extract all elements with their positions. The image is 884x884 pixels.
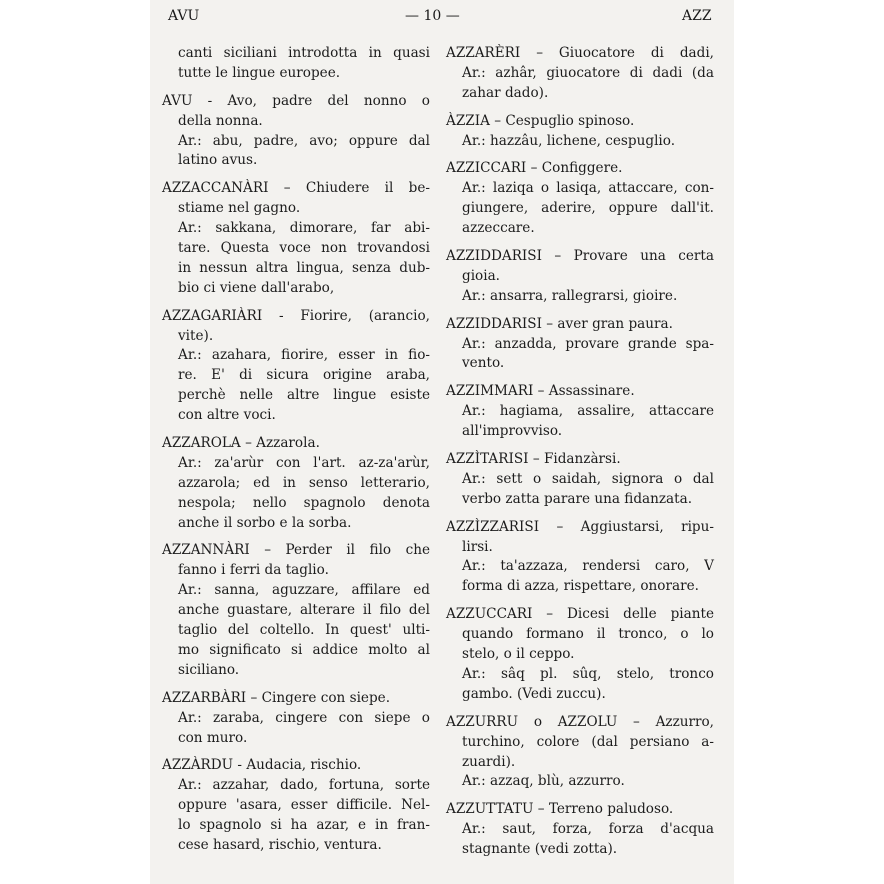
dictionary-entry (162, 307, 430, 426)
left-column (162, 44, 430, 864)
entry-line: AZZARBÀRI – Cingere con siepe. (162, 689, 391, 706)
page-number: — 10 — (405, 8, 460, 24)
entry-line: con muro. (178, 729, 248, 746)
entry-line: lo spagnolo si ha azar, e in fran- (178, 817, 430, 834)
entry-line: tutte le lingue europee. (178, 64, 341, 81)
entry-line: Ar.: azhâr, giuocatore di dadi (da (462, 64, 714, 81)
entry-line: AZZUCCARI – Dicesi delle piante (446, 606, 714, 623)
entry-line: stagnante (vedi zotta). (462, 841, 618, 858)
entry-line: AZZICCARI – Configgere. (446, 160, 623, 177)
entry-line: latino avus. (178, 152, 258, 169)
entry-line: Ar.: abu, padre, avo; oppure dal (178, 132, 430, 149)
entry-line: AZZIDDARISI – aver gran paura. (446, 315, 673, 332)
entry-line: giungere, aderire, oppure dall'it. (462, 200, 714, 217)
dictionary-entry (162, 179, 430, 298)
dictionary-entry (446, 713, 714, 793)
dictionary-entry (446, 44, 714, 104)
dictionary-entry (162, 92, 430, 172)
entry-line: AZZAGARIÀRI - Fiorire, (arancio, (162, 307, 430, 324)
entry-line: AZZÌTARISI – Fidanzàrsi. (446, 451, 621, 468)
dictionary-entry (446, 450, 714, 510)
running-head-left: AVU (168, 8, 200, 24)
dictionary-entry (446, 800, 714, 860)
entry-line: azzeccare. (462, 220, 535, 237)
entry-line: Ar.: sett o saidah, signora o dal (462, 470, 714, 487)
entry-line: Ar.: za'arùr con l'art. az-za'arùr, (178, 454, 430, 471)
entry-line: Ar.: sakkana, dimorare, far abi- (178, 220, 430, 237)
entry-line: ÀZZIA – Cespuglio spinoso. (446, 112, 635, 129)
dictionary-entry (446, 159, 714, 239)
entry-line: turchino, colore (dal persiano a- (462, 733, 714, 750)
entry-line: cese hasard, rischio, ventura. (178, 836, 382, 853)
entry-line: Ar.: anzadda, provare grande spa- (462, 335, 714, 352)
entry-line: Ar.: zaraba, cingere con siepe o (178, 709, 430, 726)
entry-line: della nonna. (178, 112, 263, 129)
entry-line: tare. Questa voce non trovandosi (178, 240, 430, 257)
entry-line: anche guastare, alterare il filo del (178, 602, 430, 619)
entry-line: Ar.: azahara, fiorire, esser in fio- (178, 347, 430, 364)
dictionary-entry (162, 44, 430, 84)
entry-line: AZZURRU o AZZOLU – Azzurro, (446, 713, 714, 730)
entry-line: siciliano. (178, 661, 240, 678)
entry-line: vite). (178, 327, 214, 344)
dictionary-entry (446, 112, 714, 152)
entry-line: all'improvviso. (462, 423, 563, 440)
entry-line: taglio del coltello. In quest' ulti- (178, 622, 430, 639)
entry-line: vento. (462, 355, 505, 372)
right-column (446, 44, 714, 868)
entry-line: AZZANNÀRI – Perder il filo che (162, 542, 430, 559)
entry-line: AZZIDDARISI – Provare una certa (446, 248, 714, 265)
entry-line: mo significato si addice molto al (178, 641, 430, 658)
entry-line: nespola; nello spagnolo denota (178, 494, 430, 511)
entry-line: lirsi. (462, 538, 493, 555)
dictionary-entry (446, 605, 714, 704)
entry-line: gambo. (Vedi zuccu). (462, 685, 606, 702)
entry-line: oppure 'asara, esser difficile. Nel- (178, 797, 430, 814)
dictionary-entry (446, 518, 714, 598)
dictionary-entry (162, 756, 430, 855)
entry-line: canti siciliani introdotta in quasi (178, 45, 430, 61)
entry-line: AZZÌZZARISI – Aggiustarsi, ripu- (446, 518, 714, 535)
running-head-right: AZZ (682, 8, 712, 24)
dictionary-entry (446, 315, 714, 375)
entry-line: bio ci viene dall'arabo, (178, 279, 335, 296)
entry-line: Ar.: azzahar, dado, fortuna, sorte (178, 777, 430, 794)
entry-line: stelo, o il ceppo. (462, 646, 575, 663)
dictionary-entry (162, 434, 430, 533)
entry-line: stiame nel gagno. (178, 200, 301, 217)
entry-line: AZZACCANÀRI – Chiudere il be- (162, 180, 430, 197)
entry-line: gioia. (462, 267, 501, 284)
entry-line: Ar.: ansarra, rallegrarsi, gioire. (462, 287, 678, 304)
dictionary-entry (162, 541, 430, 680)
entry-line: re. E' di sicura origine araba, (178, 367, 430, 384)
entry-line: anche il sorbo e la sorba. (178, 514, 352, 531)
entry-line: zuardi). (462, 753, 516, 770)
entry-line: AVU - Avo, padre del nonno o (162, 92, 430, 109)
entry-line: con altre voci. (178, 407, 276, 424)
entry-line: zahar dado). (462, 84, 549, 101)
dictionary-entry (162, 689, 430, 749)
entry-line: Ar.: ta'azzaza, rendersi caro, V (462, 558, 714, 575)
entry-line: AZZÀRDU - Audacia, rischio. (162, 757, 362, 774)
entry-line: Ar.: azzaq, blù, azzurro. (462, 773, 625, 790)
entry-line: azzarola; ed in senso letterario, (178, 474, 430, 491)
entry-line: quando formano il tronco, o lo (462, 626, 714, 643)
entry-line: fanno i ferri da taglio. (178, 562, 329, 579)
entry-line: Ar.: laziqa o lasiqa, attaccare, con- (462, 180, 714, 197)
entry-line: AZZUTTATU – Terreno paludoso. (446, 801, 674, 818)
entry-line: in nessun altra lingua, senza dub- (178, 259, 430, 276)
entry-line: Ar.: hagiama, assalire, attaccare (462, 403, 714, 420)
entry-line: verbo zatta parare una fidanzata. (462, 490, 693, 507)
entry-line: AZZARÈRI – Giuocatore di dadi, (446, 45, 714, 61)
entry-line: Ar.: sâq pl. sûq, stelo, tronco (462, 665, 714, 682)
entry-line: forma di azza, rispettare, onorare. (462, 578, 699, 595)
dictionary-entry (446, 382, 714, 442)
entry-line: AZZAROLA – Azzarola. (162, 435, 320, 452)
entry-line: perchè nelle altre lingue esiste (178, 387, 430, 404)
dictionary-entry (446, 247, 714, 307)
entry-line: AZZIMMARI – Assassinare. (446, 383, 635, 400)
entry-line: Ar.: sanna, aguzzare, affilare ed (178, 582, 430, 599)
entry-line: Ar.: saut, forza, forza d'acqua (462, 821, 714, 838)
entry-line: Ar.: hazzâu, lichene, cespuglio. (462, 132, 676, 149)
